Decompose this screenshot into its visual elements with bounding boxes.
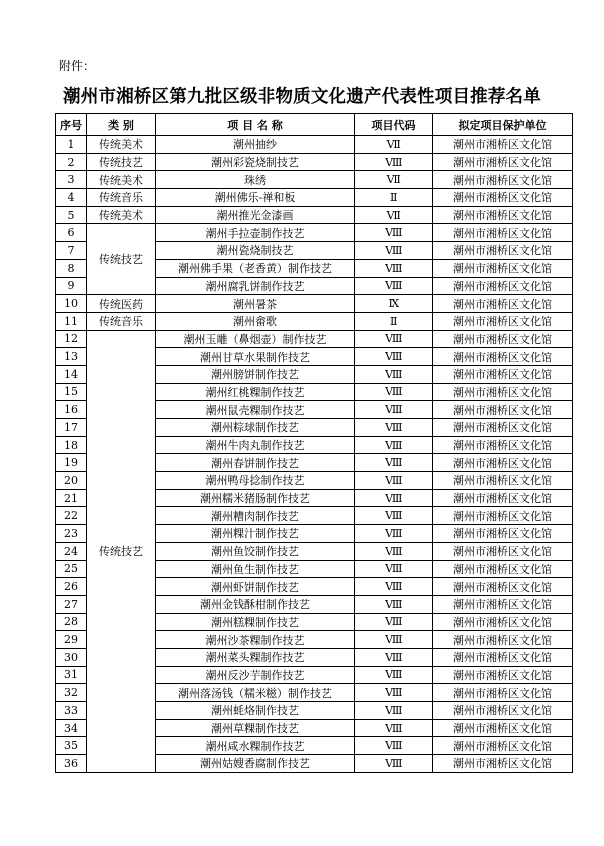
- row-protection-unit: 潮州市湘桥区文化馆: [433, 348, 573, 366]
- row-number: 10: [56, 295, 87, 313]
- row-number: 36: [56, 755, 87, 773]
- row-number: 14: [56, 365, 87, 383]
- row-protection-unit: 潮州市湘桥区文化馆: [433, 525, 573, 543]
- row-protection-unit: 潮州市湘桥区文化馆: [433, 436, 573, 454]
- row-protection-unit: 潮州市湘桥区文化馆: [433, 224, 573, 242]
- row-project-code: Ⅷ: [355, 330, 433, 348]
- row-number: 17: [56, 419, 87, 437]
- row-project-code: Ⅱ: [355, 312, 433, 330]
- row-project-name: 潮州菜头粿制作技艺: [156, 648, 355, 666]
- row-project-name: 潮州鸭母捻制作技艺: [156, 472, 355, 490]
- row-protection-unit: 潮州市湘桥区文化馆: [433, 560, 573, 578]
- row-project-code: Ⅷ: [355, 472, 433, 490]
- row-project-code: Ⅶ: [355, 136, 433, 154]
- row-project-code: Ⅷ: [355, 684, 433, 702]
- row-project-code: Ⅷ: [355, 525, 433, 543]
- table-row: [56, 153, 573, 171]
- row-project-name: 潮州鼠壳粿制作技艺: [156, 401, 355, 419]
- row-protection-unit: 潮州市湘桥区文化馆: [433, 295, 573, 313]
- row-protection-unit: 潮州市湘桥区文化馆: [433, 153, 573, 171]
- row-project-code: Ⅷ: [355, 631, 433, 649]
- row-project-name: 潮州粽球制作技艺: [156, 419, 355, 437]
- row-project-code: Ⅶ: [355, 206, 433, 224]
- row-project-code: Ⅷ: [355, 436, 433, 454]
- row-number: 29: [56, 631, 87, 649]
- row-project-code: Ⅷ: [355, 153, 433, 171]
- row-project-code: Ⅷ: [355, 560, 433, 578]
- row-project-code: Ⅷ: [355, 401, 433, 419]
- row-project-code: Ⅷ: [355, 542, 433, 560]
- row-number: 16: [56, 401, 87, 419]
- row-project-name: 潮州鱼饺制作技艺: [156, 542, 355, 560]
- row-category: 传统医药: [87, 295, 156, 313]
- header-unit: 拟定项目保护单位: [433, 114, 573, 136]
- row-project-name: 潮州虾饼制作技艺: [156, 578, 355, 596]
- table-row: [56, 295, 573, 313]
- row-number: 30: [56, 648, 87, 666]
- row-number: 18: [56, 436, 87, 454]
- row-number: 25: [56, 560, 87, 578]
- row-category: 传统技艺: [87, 224, 156, 295]
- row-category: 传统技艺: [87, 330, 156, 772]
- row-project-name: 潮州粿汁制作技艺: [156, 525, 355, 543]
- row-number: 12: [56, 330, 87, 348]
- row-project-name: 珠绣: [156, 171, 355, 189]
- row-protection-unit: 潮州市湘桥区文化馆: [433, 578, 573, 596]
- row-protection-unit: 潮州市湘桥区文化馆: [433, 595, 573, 613]
- row-project-name: 潮州糟肉制作技艺: [156, 507, 355, 525]
- row-number: 32: [56, 684, 87, 702]
- header-no: 序号: [56, 114, 87, 136]
- row-project-name: 潮州腐乳饼制作技艺: [156, 277, 355, 295]
- row-project-code: Ⅷ: [355, 242, 433, 260]
- row-project-name: 潮州糯米猪肠制作技艺: [156, 489, 355, 507]
- row-number: 6: [56, 224, 87, 242]
- row-protection-unit: 潮州市湘桥区文化馆: [433, 242, 573, 260]
- row-number: 4: [56, 189, 87, 207]
- table-row: [56, 224, 573, 242]
- row-protection-unit: 潮州市湘桥区文化馆: [433, 454, 573, 472]
- row-number: 1: [56, 136, 87, 154]
- row-protection-unit: 潮州市湘桥区文化馆: [433, 401, 573, 419]
- row-project-name: 潮州牛肉丸制作技艺: [156, 436, 355, 454]
- row-project-code: Ⅱ: [355, 189, 433, 207]
- page-title: 潮州市湘桥区第九批区级非物质文化遗产代表性项目推荐名单: [63, 87, 541, 107]
- row-project-name: 潮州姑嫂香腐制作技艺: [156, 755, 355, 773]
- row-category: 传统音乐: [87, 312, 156, 330]
- table-body: [56, 136, 573, 773]
- row-project-name: 潮州落汤钱（糯米糍）制作技艺: [156, 684, 355, 702]
- row-project-name: 潮州草粿制作技艺: [156, 719, 355, 737]
- row-category: 传统音乐: [87, 189, 156, 207]
- row-protection-unit: 潮州市湘桥区文化馆: [433, 648, 573, 666]
- row-number: 24: [56, 542, 87, 560]
- row-protection-unit: 潮州市湘桥区文化馆: [433, 206, 573, 224]
- row-project-name: 潮州抽纱: [156, 136, 355, 154]
- row-project-code: Ⅷ: [355, 702, 433, 720]
- row-category: 传统美术: [87, 171, 156, 189]
- row-protection-unit: 潮州市湘桥区文化馆: [433, 365, 573, 383]
- row-project-code: Ⅷ: [355, 419, 433, 437]
- row-number: 8: [56, 259, 87, 277]
- row-number: 3: [56, 171, 87, 189]
- row-project-name: 潮州彩瓷烧制技艺: [156, 153, 355, 171]
- row-project-code: Ⅷ: [355, 666, 433, 684]
- table-header-row: [56, 114, 573, 136]
- row-number: 23: [56, 525, 87, 543]
- row-category: 传统美术: [87, 206, 156, 224]
- row-category: 传统美术: [87, 136, 156, 154]
- row-project-name: 潮州春饼制作技艺: [156, 454, 355, 472]
- row-protection-unit: 潮州市湘桥区文化馆: [433, 330, 573, 348]
- row-project-code: Ⅷ: [355, 737, 433, 755]
- row-protection-unit: 潮州市湘桥区文化馆: [433, 666, 573, 684]
- row-project-name: 潮州佛手果（老香黄）制作技艺: [156, 259, 355, 277]
- row-protection-unit: 潮州市湘桥区文化馆: [433, 684, 573, 702]
- row-project-code: Ⅷ: [355, 613, 433, 631]
- row-number: 2: [56, 153, 87, 171]
- row-project-name: 潮州金钱酥柑制作技艺: [156, 595, 355, 613]
- row-project-name: 潮州糕粿制作技艺: [156, 613, 355, 631]
- row-project-code: Ⅷ: [355, 719, 433, 737]
- row-number: 21: [56, 489, 87, 507]
- row-protection-unit: 潮州市湘桥区文化馆: [433, 631, 573, 649]
- table-row: [56, 330, 573, 348]
- table-row: [56, 189, 573, 207]
- row-protection-unit: 潮州市湘桥区文化馆: [433, 277, 573, 295]
- table-row: [56, 312, 573, 330]
- row-project-code: Ⅶ: [355, 171, 433, 189]
- row-project-name: 潮州瓷烧制技艺: [156, 242, 355, 260]
- row-project-code: Ⅷ: [355, 648, 433, 666]
- row-project-name: 潮州反沙芋制作技艺: [156, 666, 355, 684]
- table-row: [56, 171, 573, 189]
- row-number: 20: [56, 472, 87, 490]
- row-project-name: 潮州佛乐-禅和板: [156, 189, 355, 207]
- header-name: 项 目 名 称: [156, 114, 355, 136]
- row-project-code: Ⅷ: [355, 383, 433, 401]
- row-project-name: 潮州手拉壶制作技艺: [156, 224, 355, 242]
- row-project-code: Ⅷ: [355, 224, 433, 242]
- row-project-name: 潮州推光金漆画: [156, 206, 355, 224]
- row-project-code: Ⅷ: [355, 277, 433, 295]
- row-project-name: 潮州甘草水果制作技艺: [156, 348, 355, 366]
- row-project-code: Ⅷ: [355, 578, 433, 596]
- header-category: 类 别: [87, 114, 156, 136]
- row-project-name: 潮州暑茶: [156, 295, 355, 313]
- row-number: 7: [56, 242, 87, 260]
- row-protection-unit: 潮州市湘桥区文化馆: [433, 171, 573, 189]
- row-project-name: 潮州膀饼制作技艺: [156, 365, 355, 383]
- row-project-code: Ⅷ: [355, 454, 433, 472]
- row-protection-unit: 潮州市湘桥区文化馆: [433, 489, 573, 507]
- row-number: 34: [56, 719, 87, 737]
- row-protection-unit: 潮州市湘桥区文化馆: [433, 383, 573, 401]
- row-project-code: Ⅷ: [355, 489, 433, 507]
- row-project-name: 潮州玉雕（鼻烟壶）制作技艺: [156, 330, 355, 348]
- row-protection-unit: 潮州市湘桥区文化馆: [433, 613, 573, 631]
- row-number: 11: [56, 312, 87, 330]
- row-project-code: Ⅸ: [355, 295, 433, 313]
- row-protection-unit: 潮州市湘桥区文化馆: [433, 419, 573, 437]
- project-table: [55, 113, 573, 773]
- row-number: 13: [56, 348, 87, 366]
- row-project-code: Ⅷ: [355, 507, 433, 525]
- row-number: 27: [56, 595, 87, 613]
- row-project-name: 潮州沙茶粿制作技艺: [156, 631, 355, 649]
- row-number: 19: [56, 454, 87, 472]
- row-project-name: 潮州畲歌: [156, 312, 355, 330]
- row-number: 35: [56, 737, 87, 755]
- row-category: 传统技艺: [87, 153, 156, 171]
- row-project-code: Ⅷ: [355, 259, 433, 277]
- row-project-name: 潮州咸水粿制作技艺: [156, 737, 355, 755]
- row-number: 31: [56, 666, 87, 684]
- row-project-name: 潮州红桃粿制作技艺: [156, 383, 355, 401]
- row-protection-unit: 潮州市湘桥区文化馆: [433, 755, 573, 773]
- row-protection-unit: 潮州市湘桥区文化馆: [433, 507, 573, 525]
- row-project-name: 潮州蚝烙制作技艺: [156, 702, 355, 720]
- row-project-code: Ⅷ: [355, 348, 433, 366]
- row-project-code: Ⅷ: [355, 595, 433, 613]
- row-protection-unit: 潮州市湘桥区文化馆: [433, 719, 573, 737]
- row-number: 22: [56, 507, 87, 525]
- row-protection-unit: 潮州市湘桥区文化馆: [433, 737, 573, 755]
- row-number: 9: [56, 277, 87, 295]
- row-number: 26: [56, 578, 87, 596]
- row-protection-unit: 潮州市湘桥区文化馆: [433, 259, 573, 277]
- row-protection-unit: 潮州市湘桥区文化馆: [433, 312, 573, 330]
- attachment-label: 附件：: [59, 59, 96, 73]
- header-code: 项目代码: [355, 114, 433, 136]
- row-number: 5: [56, 206, 87, 224]
- row-protection-unit: 潮州市湘桥区文化馆: [433, 136, 573, 154]
- row-protection-unit: 潮州市湘桥区文化馆: [433, 472, 573, 490]
- row-project-code: Ⅷ: [355, 365, 433, 383]
- row-protection-unit: 潮州市湘桥区文化馆: [433, 189, 573, 207]
- row-protection-unit: 潮州市湘桥区文化馆: [433, 702, 573, 720]
- row-number: 33: [56, 702, 87, 720]
- table-row: [56, 206, 573, 224]
- row-number: 28: [56, 613, 87, 631]
- row-protection-unit: 潮州市湘桥区文化馆: [433, 542, 573, 560]
- row-project-name: 潮州鱼生制作技艺: [156, 560, 355, 578]
- row-number: 15: [56, 383, 87, 401]
- row-project-code: Ⅷ: [355, 755, 433, 773]
- table-row: [56, 136, 573, 154]
